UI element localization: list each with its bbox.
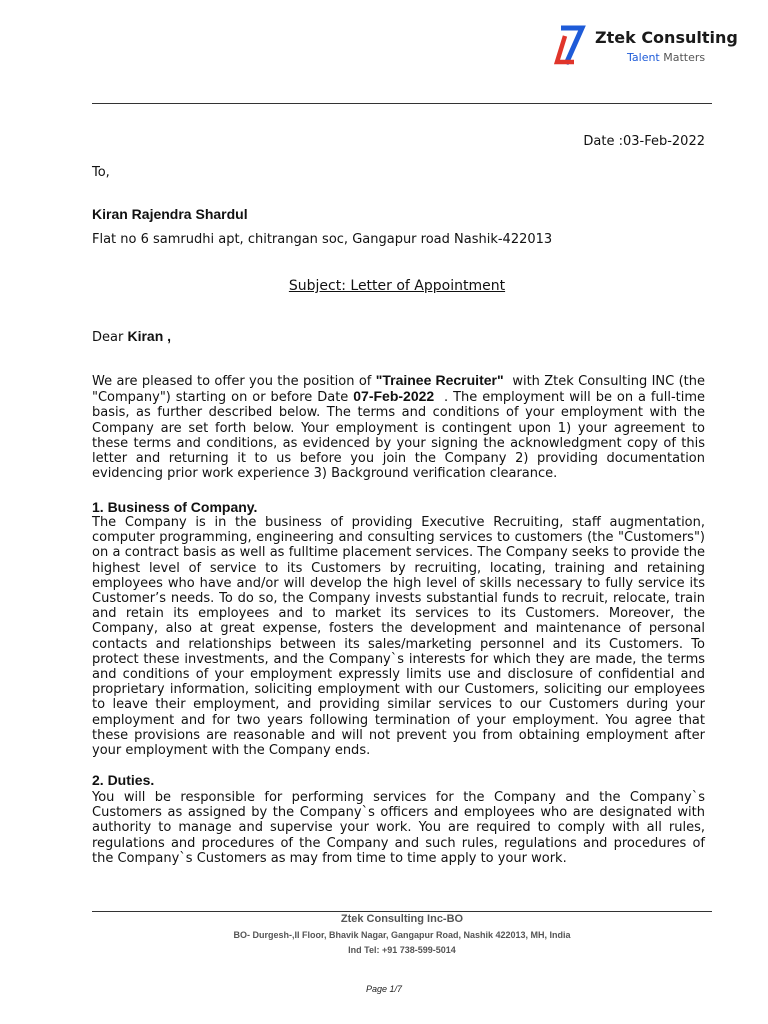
- page-number: Page 1/7: [365, 984, 403, 994]
- section-heading-duties: 2. Duties.: [92, 772, 155, 788]
- section-body-business: The Company is in the business of providing Executive Recruiting, staff augmentation, computer programming, engineering and consulting services to customers (the "Customers") on a contract basis as well as fulltime placement services. The Company seeks to provide the highest level of service to its Customers by recruiting, locating, training and retaining employees who have and/or will develop the high level of skills necessary to fully service its Customer’s needs. To do so, the Company invests substantial funds to recruit, relocate, train and retain its employees and to market its services to its Customers. Moreover, the Company, also at great expense, fosters the development and maintenance of personal contacts and relationships between its sales/marketing personnel and its Customers. To protect these investments, and the Company`s interests for which they are made, the terms and conditions of your employment expressly limits use and disclosure of confidential and proprietary information, soliciting employment with our Customers, soliciting our employees to leave their employment, and providing similar services to our Customers during your employment and for two years following termination of your employment. You agree that these provisions are reasonable and will not prevent you from obtaining employment after your employment with the Company ends.: [92, 515, 705, 759]
- offer-text-3: . The employment will be on a full-time basis, as further described below. The terms and conditions of your employment with the Company are set forth below. Your employment is contingent upon 1) your agreement to these terms and conditions, as evidenced by your signing the acknowledgment copy of this letter and returning it to us before you join the Company 2) providing documentation evidencing prior work experience 3) Background verification clearance.: [92, 390, 706, 482]
- letter-date: Date :03-Feb-2022: [583, 134, 705, 149]
- letter-subject: [0, 278, 768, 294]
- salutation: [92, 328, 171, 345]
- logo-company-name: Ztek Consulting: [595, 28, 738, 47]
- offer-position: "Trainee Recruiter": [375, 372, 504, 388]
- logo-tagline: [627, 51, 705, 64]
- salutation-name: Kiran ,: [127, 328, 172, 344]
- recipient-name: Kiran Rajendra Shardul: [92, 206, 248, 222]
- offer-start-date: 07-Feb-2022: [353, 388, 435, 405]
- logo-tagline-matters: Matters: [663, 51, 706, 64]
- company-logo: [552, 22, 738, 70]
- header-divider: [92, 103, 712, 104]
- section-heading-business: 1. Business of Company.: [92, 499, 258, 515]
- recipient-address: Flat no 6 samrudhi apt, chitrangan soc, Gangapur road Nashik-422013: [92, 232, 553, 247]
- subject-text: Subject: Letter of Appointment: [288, 278, 506, 294]
- logo-tagline-talent: Talent: [627, 51, 660, 64]
- offer-paragraph: [92, 373, 705, 481]
- ztek-logo-icon: [552, 24, 586, 68]
- salutation-word: Dear: [92, 330, 124, 345]
- footer-company: Ztek Consulting Inc-BO: [340, 913, 464, 925]
- footer-phone: Ind Tel: +91 738-599-5014: [348, 945, 456, 955]
- footer-divider: [92, 911, 712, 912]
- section-body-duties: You will be responsible for performing services for the Company and the Company`s Customers as assigned by the Company`s officers and employees who are designated with authority to manage and supervise your work. You are required to comply with all rules, regulations and procedures of the Company and such rules, regulations and procedures of the Company`s Customers as may from time to time apply to your work.: [92, 790, 705, 866]
- letter-to: To,: [92, 165, 110, 180]
- offer-text-2: with Ztek Consulting INC (the "Company") starting on or before Date: [92, 374, 705, 406]
- footer-address: BO- Durgesh-,II Floor, Bhavik Nagar, Gangapur Road, Nashik 422013, MH, India: [233, 930, 571, 940]
- offer-text-1: We are pleased to offer you the position of: [92, 374, 372, 389]
